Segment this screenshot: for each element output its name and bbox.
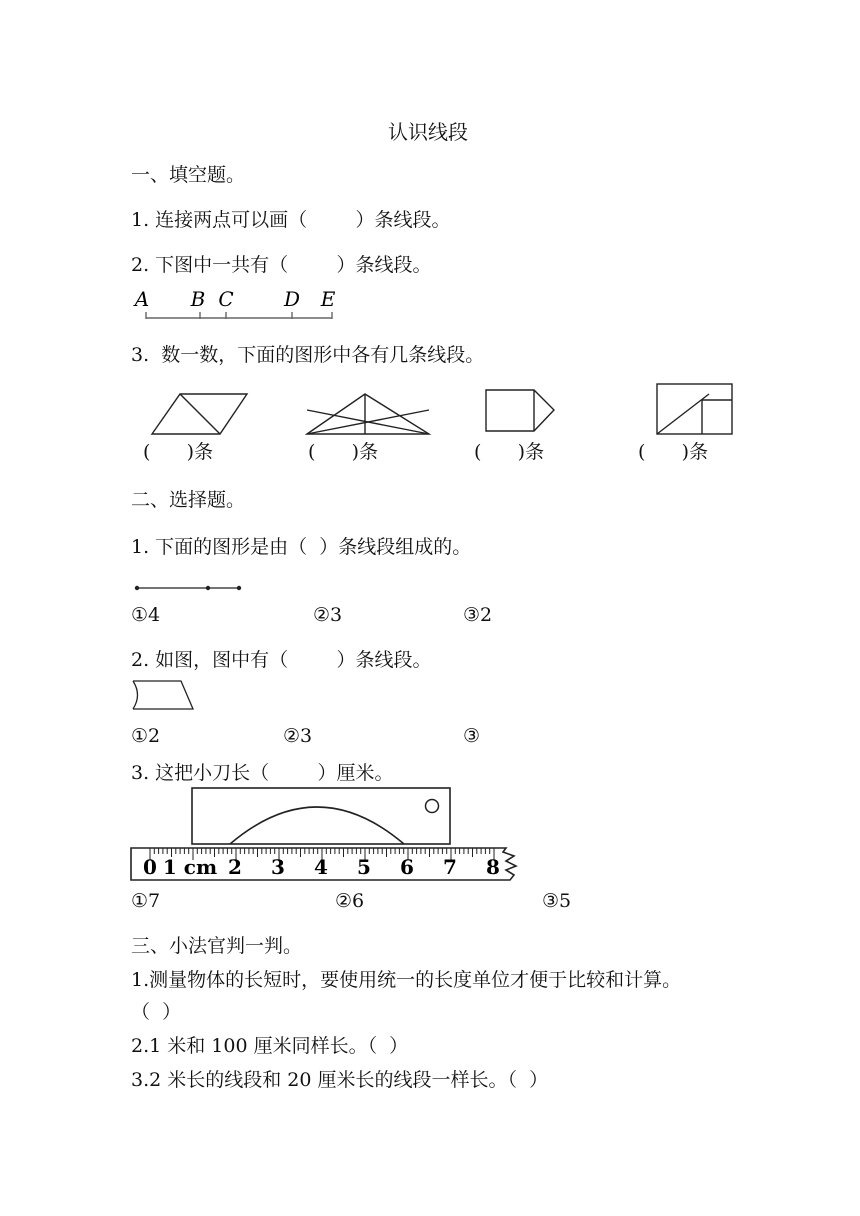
ruler-label-3: 3 <box>271 855 285 879</box>
triangle-figure <box>305 390 433 436</box>
choice-2-option-2: ②3 <box>283 725 313 747</box>
section1-heading: 一、填空题。 <box>131 164 246 186</box>
point-label-e: E <box>320 288 336 311</box>
page-title: 认识线段 <box>388 120 468 144</box>
ruler-label-4: 4 <box>314 855 328 879</box>
ruler-label-0: 0 <box>143 855 157 879</box>
parallelogram-figure <box>150 392 250 436</box>
ruler-label-7: 7 <box>443 855 457 879</box>
choice-question-1: 1. 下面的图形是由（ ）条线段组成的。 <box>131 536 472 558</box>
choice-3-option-1: ①7 <box>131 890 161 912</box>
knife-ruler-figure <box>128 786 528 886</box>
choice-3-option-2: ②6 <box>335 890 365 912</box>
choice-2-option-1: ①2 <box>131 725 161 747</box>
answer-blank-1: ( )条 <box>143 441 214 463</box>
rectangle-figure <box>655 382 735 436</box>
answer-blank-4: ( )条 <box>638 441 709 463</box>
point-label-c: C <box>218 288 234 311</box>
segment-three-points-figure <box>132 582 244 594</box>
judge-question-2: 2.1 米和 100 厘米同样长。（ ） <box>131 1035 409 1057</box>
section2-heading: 二、选择题。 <box>131 489 246 511</box>
choice-1-option-1: ①4 <box>131 604 161 626</box>
section3-heading: 三、小法官判一判。 <box>131 935 303 957</box>
segment-points-figure <box>128 288 348 324</box>
choice-question-2: 2. 如图，图中有（ ）条线段。 <box>131 649 432 671</box>
ruler-label-1: 1 cm <box>162 855 218 879</box>
choice-3-option-3: ③5 <box>542 890 572 912</box>
judge-question-1-paren: （ ） <box>131 1001 182 1023</box>
judge-question-1: 1.测量物体的长短时，要使用统一的长度单位才便于比较和计算。 <box>131 969 682 991</box>
choice-2-option-3: ③ <box>463 725 481 747</box>
fill-question-3: 3. 数一数，下面的图形中各有几条线段。 <box>131 344 485 366</box>
judge-question-3: 3.2 米长的线段和 20 厘米长的线段一样长。（ ） <box>131 1069 549 1091</box>
ruler-label-5: 5 <box>357 855 371 879</box>
answer-blank-2: ( )条 <box>308 441 379 463</box>
ruler-label-2: 2 <box>228 855 242 879</box>
choice-question-3: 3. 这把小刀长（ ）厘米。 <box>131 762 394 784</box>
fill-question-2: 2. 下图中一共有（ ）条线段。 <box>131 254 432 276</box>
answer-blank-3: ( )条 <box>474 441 545 463</box>
point-label-d: D <box>283 288 301 311</box>
choice-1-option-2: ②3 <box>313 604 343 626</box>
point-label-b: B <box>190 288 206 311</box>
curved-shape-figure <box>130 678 196 712</box>
point-label-a: A <box>134 288 150 311</box>
ruler-label-8: 8 <box>486 855 500 879</box>
pentagon-figure <box>484 388 556 434</box>
choice-1-option-3: ③2 <box>463 604 493 626</box>
ruler-label-6: 6 <box>400 855 414 879</box>
fill-question-1: 1. 连接两点可以画（ ）条线段。 <box>131 209 451 231</box>
knife-body <box>192 788 450 844</box>
